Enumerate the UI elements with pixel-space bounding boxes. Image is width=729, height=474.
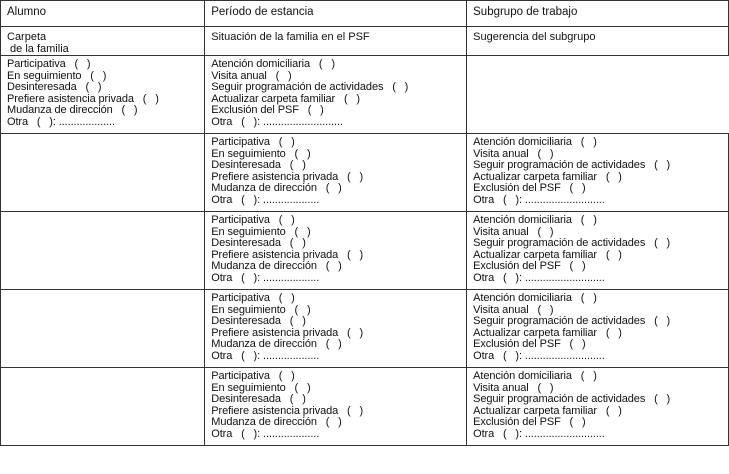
student-cell [1,212,205,290]
situation-option[interactable]: Mudanza de dirección ( ) [211,338,342,350]
suggestion-option[interactable]: Visita anual ( ) [211,69,292,82]
situation-option[interactable]: Otra ( ): ................... [211,193,320,206]
suggestion-option[interactable]: Atención domiciliaria ( ) [473,370,597,382]
situation-option[interactable]: Otra ( ): ................... [211,349,320,362]
situation-cell [205,134,467,212]
family-row [1,56,729,134]
suggestion-cell [467,290,729,368]
suggestion-option[interactable]: Atención domiciliaria ( ) [473,136,597,148]
situation-option[interactable]: Desinteresada ( ) [211,159,306,171]
suggestion-option[interactable]: Actualizar carpeta familiar ( ) [211,92,360,105]
subheader-situacion: Situación de la familia en el PSF [205,27,467,56]
situation-option[interactable]: En seguimiento ( ) [211,147,311,160]
situation-option[interactable]: Prefiere asistencia privada ( ) [211,404,364,417]
suggestion-option[interactable]: Otra ( ): ........................... [473,427,605,440]
student-cell [1,368,205,446]
situation-option[interactable]: Participativa ( ) [7,58,91,70]
situation-option[interactable]: En seguimiento ( ) [211,303,311,316]
suggestion-option[interactable]: Actualizar carpeta familiar ( ) [473,248,622,261]
situation-option[interactable]: En seguimiento ( ) [7,69,107,82]
suggestion-option[interactable]: Otra ( ): ........................... [473,271,605,284]
suggestion-option[interactable]: Seguir programación de actividades ( ) [473,393,671,405]
situation-option[interactable]: Desinteresada ( ) [211,393,306,405]
suggestion-option[interactable]: Otra ( ): ........................... [211,115,343,128]
student-cell [1,134,205,212]
suggestion-option[interactable]: Exclusión del PSF ( ) [473,260,586,272]
suggestion-cell [467,368,729,446]
situation-option[interactable]: Otra ( ): ................... [7,115,115,128]
situation-option[interactable]: Mudanza de dirección ( ) [7,104,138,116]
situation-option[interactable]: Desinteresada ( ) [7,81,102,93]
family-row [1,134,729,212]
suggestion-option[interactable]: Exclusión del PSF ( ) [211,104,324,116]
suggestion-cell [467,134,729,212]
header-row [1,1,729,27]
situation-option[interactable]: Prefiere asistencia privada ( ) [211,326,364,339]
suggestion-option[interactable]: Atención domiciliaria ( ) [211,58,335,70]
family-row [1,290,729,368]
suggestion-option[interactable]: Actualizar carpeta familiar ( ) [473,326,622,339]
suggestion-option[interactable]: Actualizar carpeta familiar ( ) [473,404,622,417]
situation-cell [205,212,467,290]
student-cell [1,290,205,368]
suggestion-option[interactable]: Atención domiciliaria ( ) [473,292,597,304]
suggestion-option[interactable]: Actualizar carpeta familiar ( ) [473,170,622,183]
situation-option[interactable]: Mudanza de dirección ( ) [211,260,342,272]
header-alumno: Alumno [1,1,205,27]
situation-option[interactable]: Otra ( ): ................... [211,427,320,440]
suggestion-option[interactable]: Seguir programación de actividades ( ) [211,81,409,93]
suggestion-option[interactable]: Exclusión del PSF ( ) [473,416,586,428]
suggestion-option[interactable]: Seguir programación de actividades ( ) [473,315,671,327]
subheader-row [1,27,729,56]
family-row [1,212,729,290]
situation-option[interactable]: Participativa ( ) [211,136,295,148]
suggestion-option[interactable]: Otra ( ): ........................... [473,193,605,206]
suggestion-cell [205,56,467,134]
suggestion-option[interactable]: Visita anual ( ) [473,381,554,394]
situation-cell [205,290,467,368]
suggestion-option[interactable]: Otra ( ): ........................... [473,349,605,362]
situation-option[interactable]: Participativa ( ) [211,292,295,304]
header-periodo-estancia: Período de estancia [205,1,467,27]
situation-option[interactable]: Desinteresada ( ) [211,237,306,249]
suggestion-option[interactable]: Seguir programación de actividades ( ) [473,237,671,249]
suggestion-option[interactable]: Exclusión del PSF ( ) [473,182,586,194]
situation-option[interactable]: Mudanza de dirección ( ) [211,416,342,428]
family-row [1,368,729,446]
suggestion-option[interactable]: Atención domiciliaria ( ) [473,214,597,226]
situation-cell [205,368,467,446]
header-subgrupo-trabajo: Subgrupo de trabajo [467,1,729,27]
subheader-sugerencia: Sugerencia del subgrupo [467,27,729,56]
situation-option[interactable]: Participativa ( ) [211,214,295,226]
suggestion-cell [467,212,729,290]
situation-option[interactable]: Otra ( ): ................... [211,271,320,284]
situation-option[interactable]: Prefiere asistencia privada ( ) [211,248,364,261]
suggestion-option[interactable]: Exclusión del PSF ( ) [473,338,586,350]
situation-option[interactable]: Participativa ( ) [211,370,295,382]
situation-option[interactable]: En seguimiento ( ) [211,381,311,394]
suggestion-option[interactable]: Seguir programación de actividades ( ) [473,159,671,171]
situation-cell [1,56,205,134]
suggestion-option[interactable]: Visita anual ( ) [473,303,554,316]
situation-option[interactable]: En seguimiento ( ) [211,225,311,238]
subheader-carpeta [1,27,205,56]
situation-option[interactable]: Desinteresada ( ) [211,315,306,327]
carpeta-label: Carpeta de la familia [7,31,69,55]
situation-option[interactable]: Prefiere asistencia privada ( ) [7,92,159,105]
situation-option[interactable]: Prefiere asistencia privada ( ) [211,170,364,183]
suggestion-option[interactable]: Visita anual ( ) [473,147,554,160]
suggestion-option[interactable]: Visita anual ( ) [473,225,554,238]
situation-option[interactable]: Mudanza de dirección ( ) [211,182,342,194]
